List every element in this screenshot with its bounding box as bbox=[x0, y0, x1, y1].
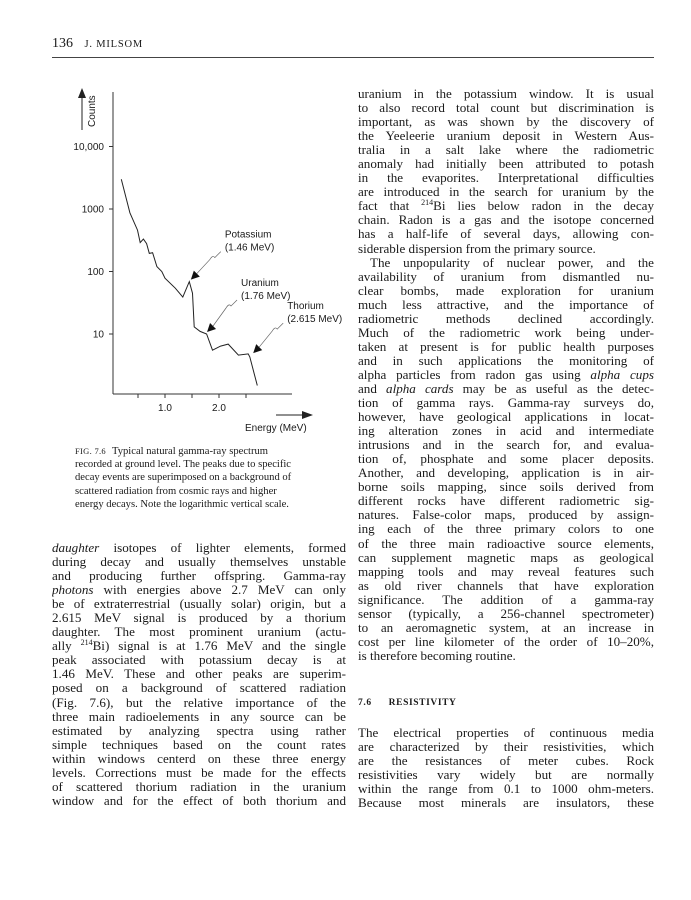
text-line bbox=[358, 649, 654, 663]
text-line bbox=[52, 780, 346, 794]
caption-line bbox=[75, 485, 337, 498]
text-line bbox=[358, 466, 654, 480]
annotation-leader bbox=[197, 252, 221, 274]
text-line bbox=[358, 396, 654, 410]
text-span: photons bbox=[52, 583, 94, 598]
text-line bbox=[52, 752, 346, 766]
text-span: during decay and usually themselves unstable bbox=[52, 555, 346, 570]
text-line bbox=[358, 551, 654, 565]
text-span: 214 bbox=[80, 639, 93, 648]
page-number: 136 bbox=[52, 36, 73, 51]
text-span: The electrical properties of continuous media bbox=[358, 726, 654, 740]
text-line bbox=[358, 494, 654, 508]
text-span: are the resistances of meter cubes. Rock bbox=[358, 754, 654, 769]
section-heading bbox=[358, 698, 457, 708]
x-tick-label: 2.0 bbox=[212, 403, 226, 414]
text-span: posed on a background of scattered radiation bbox=[52, 681, 346, 696]
text-span: clear bombs, made exploration for uranium bbox=[358, 283, 654, 298]
text-span: estimated by analyzing spectra using rather bbox=[52, 723, 346, 738]
text-span: alpha cups bbox=[590, 367, 654, 382]
annotation-energy: (1.46 MeV) bbox=[224, 242, 275, 254]
text-span: of scattered thorium radiation in the uranium bbox=[52, 779, 346, 794]
text-span: the Yeeleerie uranium deposit in Western Aus- bbox=[358, 129, 654, 144]
text-line bbox=[52, 597, 346, 611]
text-line bbox=[358, 87, 654, 101]
text-span: simple techniques based on the count rates bbox=[52, 737, 346, 752]
text-line bbox=[358, 754, 654, 768]
text-span: sensor (typically, a 256-channel spectrometer) bbox=[358, 606, 654, 621]
text-line bbox=[358, 726, 654, 740]
text-line bbox=[358, 185, 654, 199]
text-span: tralia in a salt lake where the radiometric bbox=[358, 143, 654, 158]
text-line bbox=[358, 537, 654, 551]
left-column-text bbox=[52, 541, 346, 808]
annotation-leader bbox=[259, 323, 283, 347]
text-span: borne soils mapping, since soils derived from bbox=[358, 480, 654, 495]
text-span: much less attractive, and the importance of bbox=[358, 297, 654, 312]
text-line bbox=[358, 101, 654, 115]
text-span: levels. Corrections must be made for the effects bbox=[52, 765, 346, 780]
text-line bbox=[52, 611, 346, 625]
text-line bbox=[358, 782, 654, 796]
text-span: significance. The addition of a gamma-ray bbox=[358, 592, 654, 607]
text-span: are characterized by their resistivities, which bbox=[358, 740, 654, 755]
right-column-text bbox=[358, 87, 654, 663]
text-line bbox=[358, 227, 654, 241]
annotation-label: Potassium bbox=[224, 229, 272, 241]
text-line bbox=[358, 242, 654, 256]
text-span: window and for the effect of both thorium and bbox=[52, 793, 346, 808]
text-span: however, have geological applications in locat- bbox=[358, 410, 654, 425]
annotation-energy: (2.615 MeV) bbox=[287, 314, 343, 326]
text-line bbox=[358, 508, 654, 522]
text-line bbox=[358, 368, 654, 382]
text-line bbox=[358, 199, 654, 213]
text-line bbox=[52, 794, 346, 808]
text-span: siderable dispersion from the primary source. bbox=[358, 241, 596, 256]
text-span: can supplement magnetic maps as geological bbox=[358, 550, 654, 565]
text-line bbox=[358, 298, 654, 312]
section-title: RESISTIVITY bbox=[388, 698, 457, 708]
text-span: The unpopularity of nuclear power, and the bbox=[370, 255, 654, 270]
text-span: may be as useful as the detec- bbox=[453, 381, 654, 396]
text-line bbox=[358, 410, 654, 424]
text-line bbox=[358, 438, 654, 452]
text-line bbox=[358, 256, 654, 270]
x-axis-label: Energy (MeV) bbox=[245, 423, 307, 434]
y-axis-label: Counts bbox=[87, 95, 98, 127]
text-span: to an aeromagnetic system, at an increase in bbox=[358, 620, 654, 635]
text-line bbox=[358, 157, 654, 171]
text-span: cost per line kilometer of the order of 10–20%, bbox=[358, 634, 654, 649]
arrow-head-icon bbox=[302, 411, 313, 419]
text-line bbox=[52, 724, 346, 738]
section-number: 7.6 bbox=[358, 698, 372, 708]
text-line bbox=[358, 452, 654, 466]
text-span: within the range from 0.1 to 1000 ohm-meters. bbox=[358, 782, 654, 797]
text-line bbox=[52, 625, 346, 639]
caption-line bbox=[75, 458, 337, 471]
text-span: natures. False-color maps, produced by assign- bbox=[358, 508, 654, 523]
text-line bbox=[358, 740, 654, 754]
y-tick-label: 1000 bbox=[81, 204, 104, 216]
text-span: three main radioelements in any source can be bbox=[52, 709, 346, 724]
text-span: 1.46 MeV. These and other peaks are superim- bbox=[52, 667, 346, 682]
y-tick-label: 10 bbox=[92, 329, 104, 341]
spectrum-curve bbox=[121, 179, 257, 385]
text-line bbox=[358, 143, 654, 157]
arrow-head-icon bbox=[78, 88, 86, 98]
caption-text: decay events are superimposed on a background of bbox=[75, 472, 292, 484]
text-span: 2.615 MeV signal is produced by a thorium bbox=[52, 611, 346, 626]
text-span: alpha cards bbox=[386, 381, 454, 396]
text-line bbox=[358, 607, 654, 621]
text-span: in the evaporites. Interpretational difficulties bbox=[358, 171, 654, 186]
text-span: availability of uranium from dismantled nu- bbox=[358, 269, 654, 284]
text-line bbox=[358, 326, 654, 340]
text-line bbox=[52, 696, 346, 710]
caption-text: scattered radiation from cosmic rays and higher bbox=[75, 485, 277, 497]
text-line bbox=[52, 569, 346, 583]
text-span: and in such applications the monitoring of bbox=[358, 353, 654, 368]
annotation-energy: (1.76 MeV) bbox=[241, 291, 291, 302]
text-line bbox=[52, 639, 346, 653]
text-line bbox=[52, 541, 346, 555]
text-span: anomaly had initially been attributed to potash bbox=[358, 157, 654, 172]
text-span: is therefore becoming routine. bbox=[358, 648, 516, 663]
text-span: and bbox=[358, 381, 387, 396]
y-tick-label: 100 bbox=[87, 267, 104, 278]
text-span: Bi) signal is at 1.76 MeV and the single bbox=[92, 639, 346, 654]
caption-text: energy decays. Note the logarithmic vertical scale. bbox=[75, 498, 289, 510]
text-line bbox=[358, 115, 654, 129]
text-span: peak associated with potassium decay is at bbox=[52, 653, 346, 668]
caption-text: recorded at ground level. The peaks due to specific bbox=[75, 459, 292, 471]
text-line bbox=[52, 667, 346, 681]
text-line bbox=[52, 766, 346, 780]
text-span: important, as was shown by the discovery of bbox=[358, 115, 654, 130]
text-line bbox=[358, 213, 654, 227]
text-line bbox=[358, 354, 654, 368]
annotation-arrow-icon bbox=[207, 323, 216, 332]
text-span: to also record total count but discrimination is bbox=[358, 101, 654, 116]
text-line bbox=[52, 681, 346, 695]
text-line bbox=[358, 270, 654, 284]
text-span: and producing further offspring. Gamma-ray bbox=[52, 569, 346, 584]
text-line bbox=[358, 565, 654, 579]
text-line bbox=[52, 555, 346, 569]
text-span: ing alteration zones in acid and intermediate bbox=[358, 424, 654, 439]
caption-line bbox=[75, 445, 337, 458]
annotation-label: Thorium bbox=[287, 301, 324, 313]
text-line bbox=[358, 340, 654, 354]
text-line bbox=[358, 522, 654, 536]
text-line bbox=[358, 312, 654, 326]
text-span: fact that bbox=[358, 199, 422, 214]
text-span: chain. Radon is a gas and the isotope concerned bbox=[358, 213, 654, 228]
x-tick-label: 1.0 bbox=[158, 403, 172, 414]
annotation-leader bbox=[213, 300, 237, 326]
running-author: J. MILSOM bbox=[84, 39, 144, 50]
text-span: daughter bbox=[52, 541, 100, 555]
text-span: are introduced in the search for uranium by the bbox=[358, 185, 654, 200]
text-line bbox=[358, 621, 654, 635]
annotation-label: Uranium bbox=[241, 278, 279, 289]
text-span: radiometric methods declined accordingly. bbox=[358, 311, 654, 326]
text-line bbox=[52, 653, 346, 667]
text-line bbox=[358, 284, 654, 298]
caption-line bbox=[75, 471, 337, 484]
text-span: mapping tools and may reveal features such bbox=[358, 564, 654, 579]
caption-line bbox=[75, 498, 337, 511]
text-span: tion of gamma rays. Gamma-ray surveys do, bbox=[358, 396, 654, 411]
text-span: with energies above 2.7 MeV can only bbox=[93, 583, 346, 598]
text-span: (Fig. 7.6), but the relative importance of the bbox=[52, 695, 346, 710]
text-span: 214 bbox=[421, 199, 434, 208]
text-span: Much of the radiometric work being under- bbox=[358, 325, 654, 340]
text-span: intrusions and in the search for, and evalua- bbox=[358, 438, 654, 453]
text-line bbox=[52, 583, 346, 597]
caption-text: Typical natural gamma-ray spectrum bbox=[111, 446, 269, 457]
text-line bbox=[358, 171, 654, 185]
text-span: Bi lies below radon in the decay bbox=[433, 199, 654, 214]
text-span: isotopes of lighter elements, formed bbox=[99, 541, 346, 555]
text-line bbox=[358, 768, 654, 782]
text-line bbox=[358, 129, 654, 143]
text-line bbox=[358, 579, 654, 593]
text-line bbox=[358, 382, 654, 396]
section-body-text bbox=[358, 726, 654, 810]
text-line bbox=[358, 635, 654, 649]
figure-caption bbox=[75, 445, 337, 511]
text-span: of the three main radioactive source elements, bbox=[358, 536, 654, 551]
text-line bbox=[358, 796, 654, 810]
text-span: has a half-life of several days, allowing con- bbox=[358, 227, 654, 242]
y-tick-label: 10,000 bbox=[73, 142, 104, 153]
text-span: as old river channels that have exploration bbox=[358, 578, 654, 593]
text-span: tion of, phosphate and some placer deposits. bbox=[358, 452, 654, 467]
figure-label: FIG. 7.6 bbox=[75, 446, 106, 456]
text-line bbox=[52, 710, 346, 724]
text-line bbox=[358, 480, 654, 494]
text-span: different rocks have different radiometric sig- bbox=[358, 494, 654, 509]
text-span: be of extraterrestrial (usually solar) origin, but a bbox=[52, 597, 346, 612]
text-span: alpha particles from radon gas using bbox=[358, 367, 591, 382]
text-span: Because most minerals are insulators, these bbox=[358, 796, 654, 811]
text-line bbox=[52, 738, 346, 752]
text-span: resistivities vary widely but are normally bbox=[358, 768, 654, 783]
text-span: daughter. The most prominent uranium (actu- bbox=[52, 625, 346, 640]
text-span: within windows centerd on these three energy bbox=[52, 751, 346, 766]
text-line bbox=[358, 593, 654, 607]
text-span: ally bbox=[52, 639, 81, 654]
text-line bbox=[358, 424, 654, 438]
text-span: taken at present is for public health purposes bbox=[358, 339, 654, 354]
text-span: ing each of the three primary colors to one bbox=[358, 522, 654, 537]
text-span: Another, and developing, application is in air- bbox=[358, 466, 654, 481]
text-span: uranium in the potassium window. It is usual bbox=[358, 87, 654, 101]
